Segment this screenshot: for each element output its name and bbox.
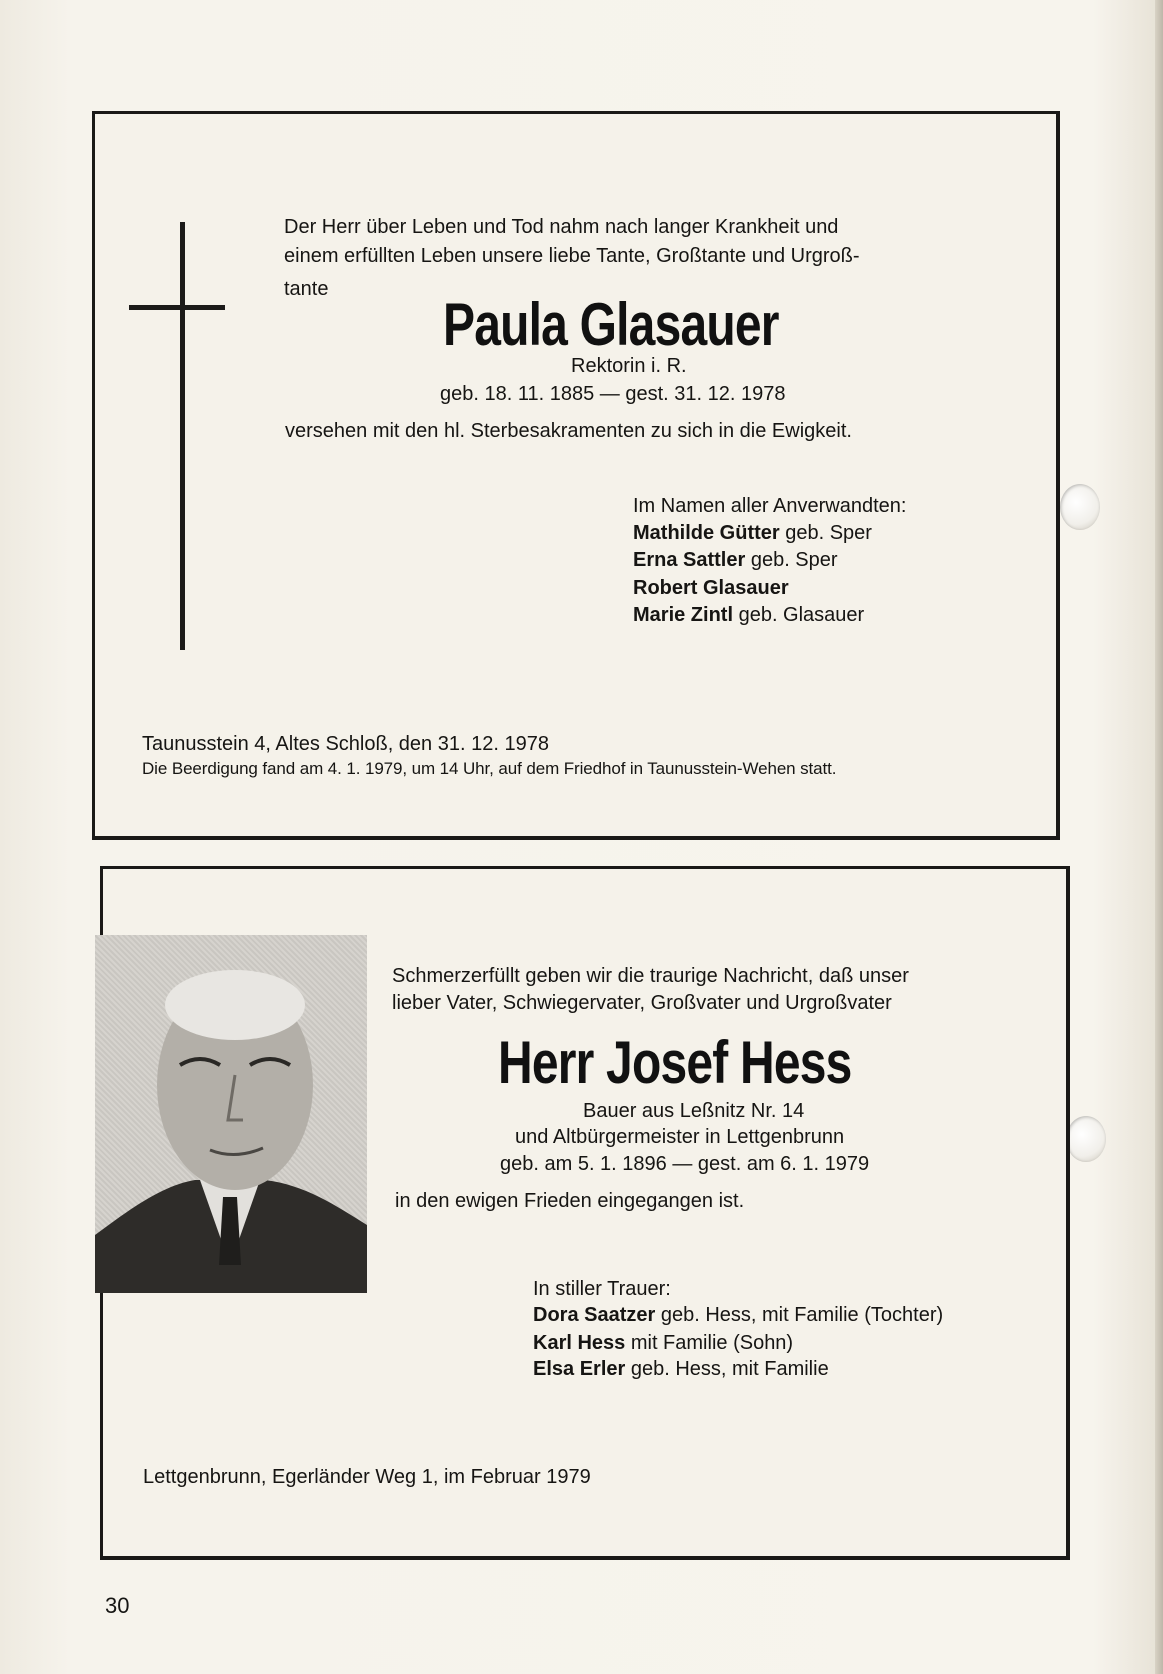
portrait-figure xyxy=(95,935,367,1293)
detail-line-1: Bauer aus Leßnitz Nr. 14 xyxy=(583,1100,805,1122)
sacraments-line: versehen mit den hl. Sterbesakramenten zu sich in die Ewigkeit. xyxy=(285,420,852,442)
punch-hole-bottom xyxy=(1066,1116,1106,1162)
page-number: 30 xyxy=(105,1593,130,1618)
punch-hole-top xyxy=(1060,484,1100,530)
mourners-heading: Im Namen aller Anverwandten: xyxy=(633,495,907,517)
mourner-line xyxy=(533,1330,793,1356)
peace-line: in den ewigen Frieden eingegangen ist. xyxy=(395,1190,745,1212)
intro-line-1: Der Herr über Leben und Tod nahm nach langer Krankheit und xyxy=(284,216,839,238)
intro-line-1: Schmerzerfüllt geben wir die traurige Nachricht, daß unser xyxy=(392,965,909,987)
intro-line-2: lieber Vater, Schwiegervater, Großvater und Urgroßvater xyxy=(392,992,892,1014)
cross-vertical-bar xyxy=(180,222,185,650)
mourner-line xyxy=(533,1356,829,1382)
intro-line-2: einem erfüllten Leben unsere liebe Tante, Großtante und Urgroß- xyxy=(284,245,860,267)
mourner-name: Robert Glasauer xyxy=(633,577,789,599)
page-edge xyxy=(1155,0,1163,1674)
mourner-name: Mathilde Gütter xyxy=(633,522,780,544)
deceased-name: Herr Josef Hess xyxy=(498,1029,852,1096)
mourner-line xyxy=(633,520,872,546)
mourner-suffix: geb. Hess, mit Familie xyxy=(625,1358,829,1380)
mourners-heading: In stiller Trauer: xyxy=(533,1278,671,1300)
mourner-suffix: geb. Sper xyxy=(779,522,872,544)
mourner-suffix: mit Familie (Sohn) xyxy=(625,1332,794,1354)
mourner-name: Marie Zintl xyxy=(633,604,734,626)
life-dates: geb. 18. 11. 1885 — gest. 31. 12. 1978 xyxy=(440,383,786,405)
mourner-line xyxy=(633,602,864,628)
intro-line-3: tante xyxy=(284,278,329,300)
mourner-name: Erna Sattler xyxy=(633,549,746,571)
portrait-photo xyxy=(95,935,367,1293)
detail-line-2: und Altbürgermeister in Lettgenbrunn xyxy=(515,1126,845,1148)
place-date: Taunusstein 4, Altes Schloß, den 31. 12. 1978 xyxy=(142,733,549,755)
life-dates: geb. am 5. 1. 1896 — gest. am 6. 1. 1979 xyxy=(500,1153,870,1175)
mourner-name: Dora Saatzer xyxy=(533,1304,656,1326)
mourner-line xyxy=(533,1302,943,1328)
mourner-suffix: geb. Glasauer xyxy=(733,604,865,626)
mourner-name: Elsa Erler xyxy=(533,1358,626,1380)
mourner-name: Karl Hess xyxy=(533,1332,626,1354)
mourner-suffix: geb. Sper xyxy=(745,549,838,571)
deceased-title: Rektorin i. R. xyxy=(571,355,687,377)
place-date: Lettgenbrunn, Egerländer Weg 1, im Februar 1979 xyxy=(143,1466,591,1488)
mourner-suffix: geb. Hess, mit Familie (Tochter) xyxy=(655,1304,944,1326)
mourner-line xyxy=(633,575,789,601)
burial-note: Die Beerdigung fand am 4. 1. 1979, um 14 Uhr, auf dem Friedhof in Taunusstein-Wehen statt. xyxy=(142,759,837,778)
cross-horizontal-bar xyxy=(129,305,225,310)
deceased-name: Paula Glasauer xyxy=(443,291,779,358)
mourner-line xyxy=(633,547,838,573)
